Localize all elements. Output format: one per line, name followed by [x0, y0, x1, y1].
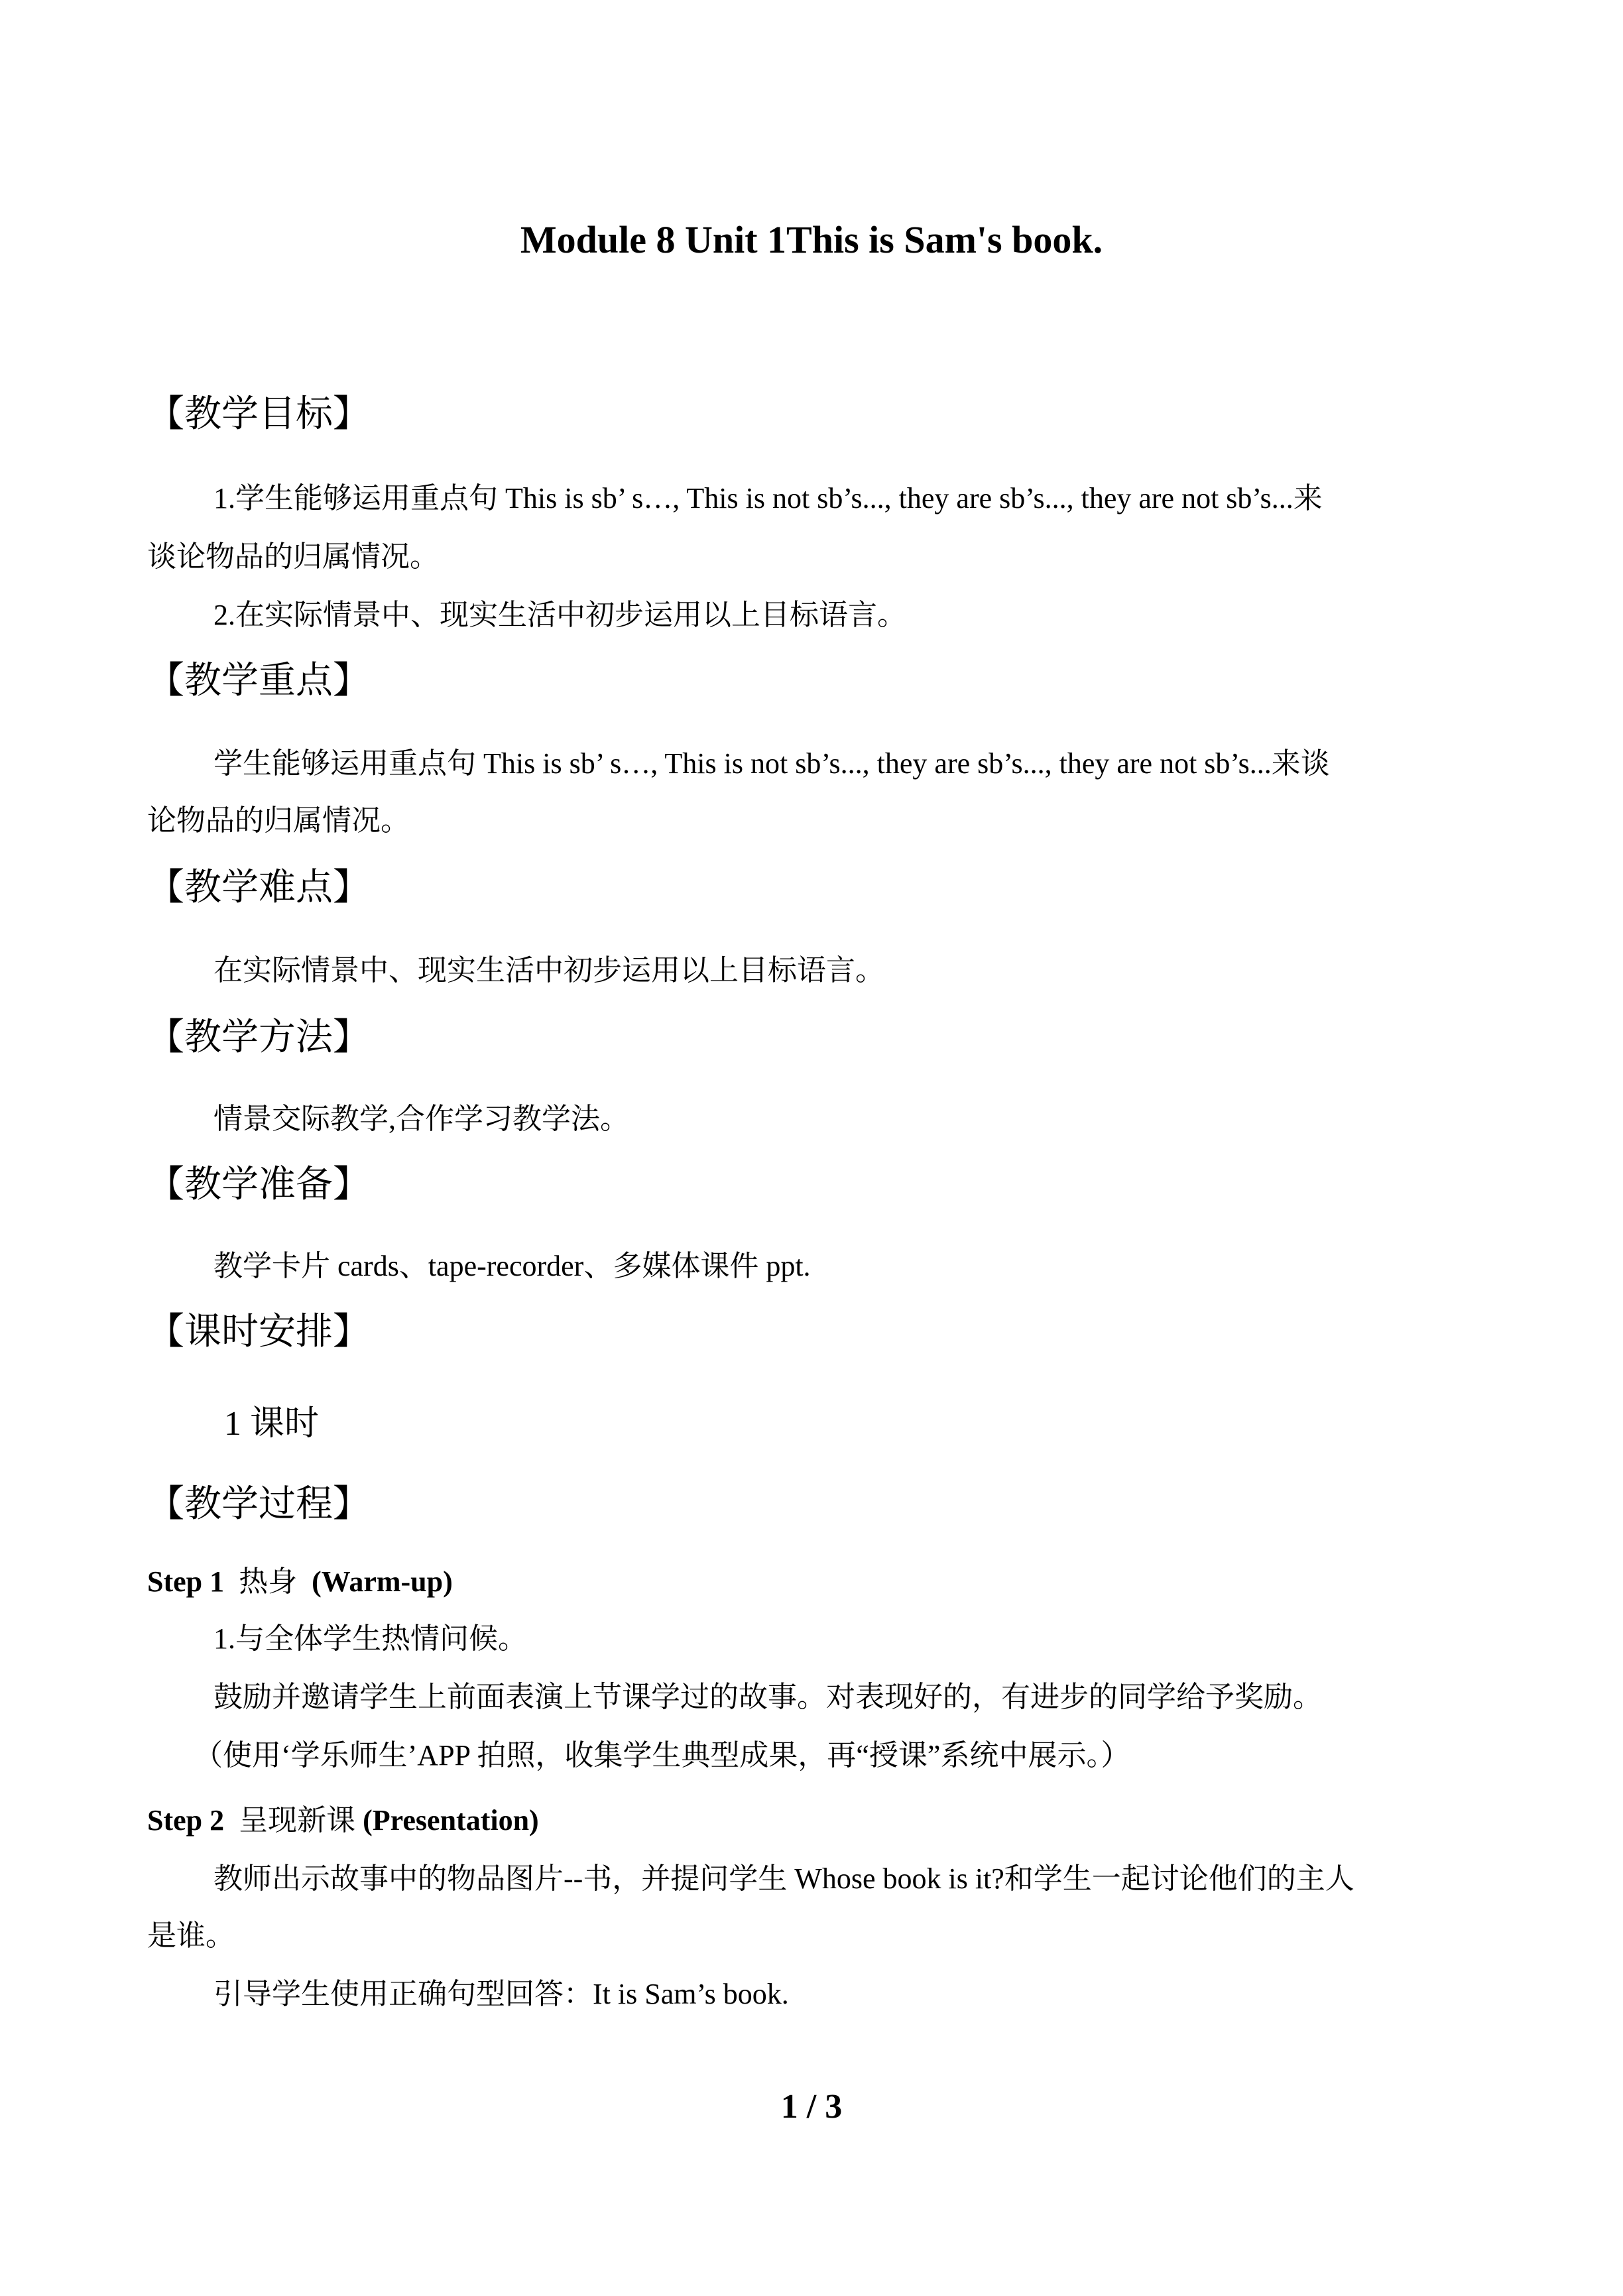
heading-schedule: 【课时安排】 [147, 1311, 370, 1353]
objectives-line-1: 1.学生能够运用重点句 This is sb’ s…, This is not sb’s..., they are sb’s..., they are not sb’s...来 [213, 482, 1323, 514]
difficulties-text: 在实际情景中、现实生活中初步运用以上目标语言。 [213, 954, 884, 987]
key-points-line-1: 学生能够运用重点句 This is sb’ s…, This is not sb’s..., they are sb’s..., they are not sb’s...来谈 [213, 747, 1330, 780]
step-2-line-3: 引导学生使用正确句型回答：It is Sam’s book. [213, 1978, 789, 2010]
heading-process: 【教学过程】 [147, 1484, 370, 1525]
step-2-line-1: 教师出示故事中的物品图片--书，并提问学生 Whose book is it?和学生一起讨论他们的主人 [213, 1862, 1354, 1895]
step-1-line-2: 鼓励并邀请学生上前面表演上节课学过的故事。对表现好的，有进步的同学给予奖励。 [213, 1681, 1322, 1713]
schedule-text: 1 课时 [224, 1405, 320, 1443]
step-2-heading [147, 1801, 539, 1841]
step-1-label: Step 1 [147, 1565, 225, 1598]
step-1-heading [147, 1562, 453, 1602]
step-1-title-cn: 热身 [239, 1565, 298, 1598]
methods-text: 情景交际教学,合作学习教学法。 [213, 1103, 629, 1135]
preparation-text: 教学卡片 cards、tape-recorder、多媒体课件 ppt. [213, 1250, 811, 1282]
step-2-line-2: 是谁。 [147, 1919, 235, 1952]
key-points-line-2: 论物品的归属情况。 [147, 804, 410, 837]
objectives-line-2: 谈论物品的归属情况。 [147, 540, 439, 573]
step-2-title-cn: 呈现新课 [239, 1804, 356, 1837]
step-1-line-1: 1.与全体学生热情问候。 [213, 1622, 527, 1655]
step-2-title-en: (Presentation) [363, 1804, 539, 1837]
objectives-line-3: 2.在实际情景中、现实生活中初步运用以上目标语言。 [213, 599, 906, 631]
heading-preparation: 【教学准备】 [147, 1164, 370, 1205]
step-1-title-en: (Warm-up) [312, 1565, 453, 1598]
heading-objectives: 【教学目标】 [147, 394, 370, 435]
document-title: Module 8 Unit 1This is Sam's book. [520, 218, 1103, 261]
heading-methods: 【教学方法】 [147, 1017, 370, 1058]
heading-key-points: 【教学重点】 [147, 660, 370, 701]
step-1-line-3: （使用‘学乐师生’APP 拍照，收集学生典型成果，再“授课”系统中展示。） [194, 1739, 1130, 1772]
step-2-label: Step 2 [147, 1804, 225, 1837]
page-number: 1 / 3 [780, 2088, 843, 2126]
heading-difficulties: 【教学难点】 [147, 867, 370, 908]
